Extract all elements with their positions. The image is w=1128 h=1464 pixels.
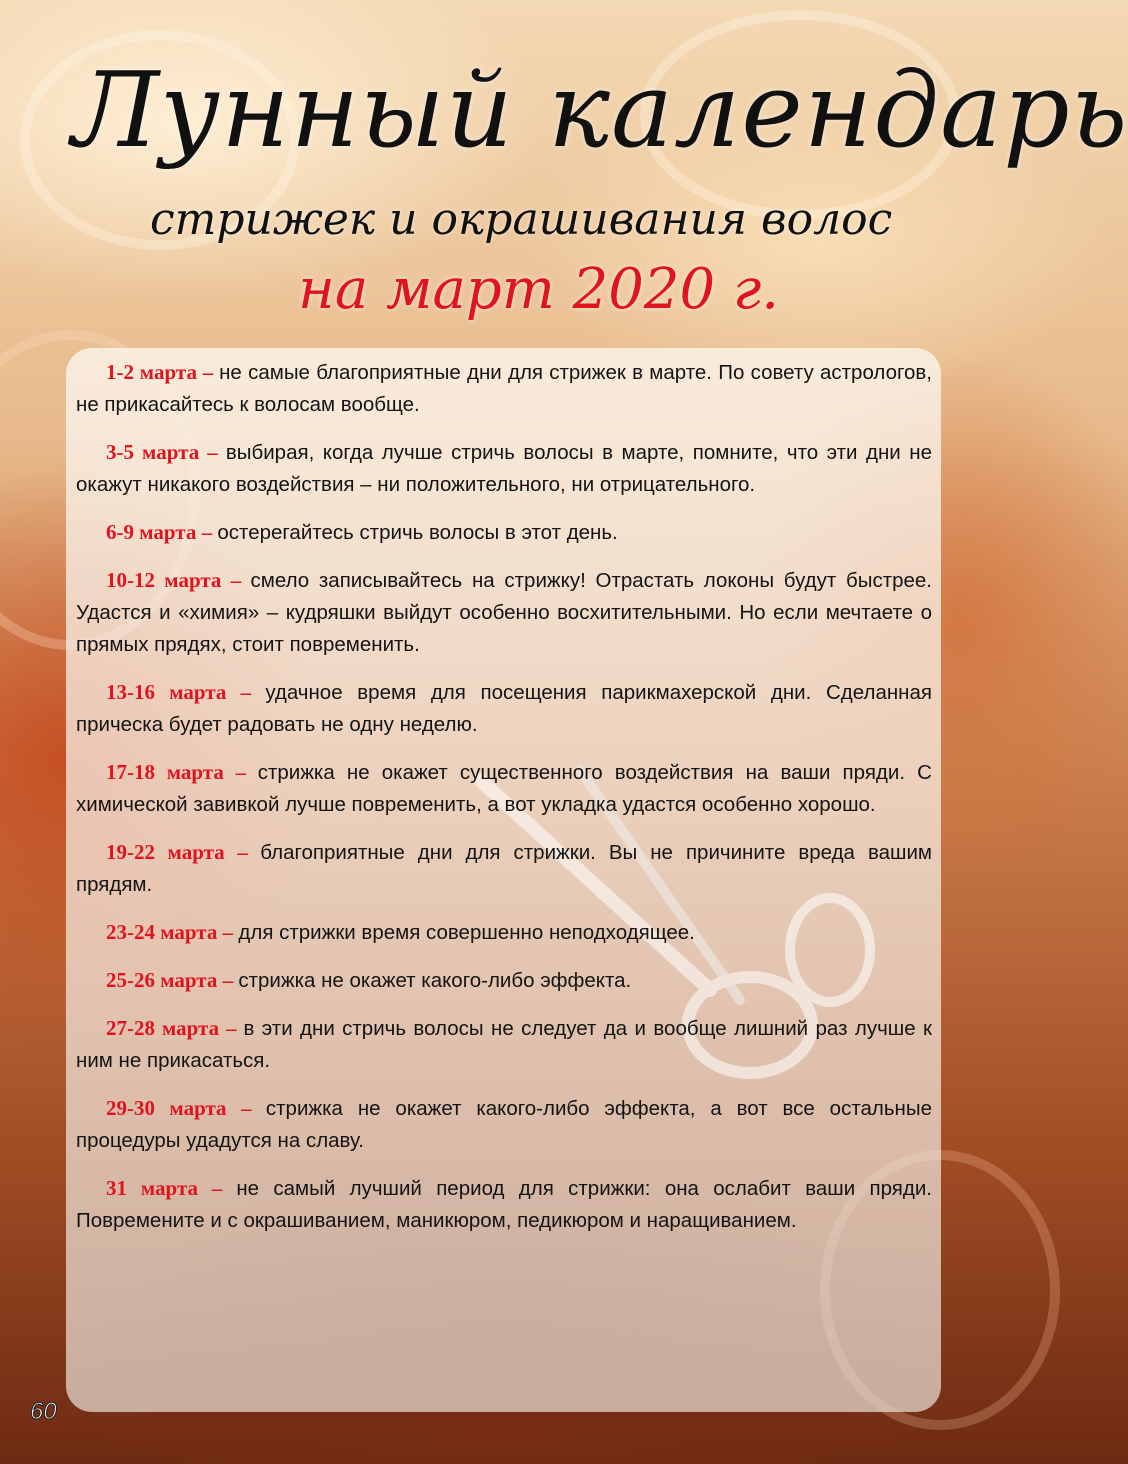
calendar-entry	[76, 356, 932, 421]
entry-dash: –	[224, 840, 261, 864]
entry-text: удачное время для посещения парикмахерской дни. Сделанная прическа будет радовать не одну неделю.	[76, 681, 932, 736]
calendar-entry	[76, 516, 932, 549]
entry-date: 29-30 марта	[106, 1096, 227, 1120]
entry-date: 19-22 марта	[106, 840, 225, 864]
entry-text: выбирая, когда лучше стричь волосы в марте, помните, что эти дни не окажут никакого воздействия – ни положительного, ни отрицательного.	[76, 441, 932, 496]
calendar-entry	[76, 436, 932, 501]
calendar-entries	[76, 356, 932, 1252]
entry-date: 17-18 марта	[106, 760, 224, 784]
entry-date: 23-24 марта	[106, 920, 218, 944]
calendar-entry	[76, 756, 932, 821]
entry-dash: –	[219, 1016, 244, 1040]
entry-dash: –	[196, 520, 218, 544]
entry-text: благоприятные дни для стрижки. Вы не причините вреда вашим прядям.	[76, 841, 933, 896]
calendar-entry	[76, 836, 932, 901]
entry-date: 3-5 марта	[106, 440, 200, 464]
entry-date: 10-12 марта	[106, 568, 222, 592]
entry-date: 31 марта	[106, 1176, 199, 1200]
entry-dash: –	[223, 760, 258, 784]
calendar-entry	[76, 1172, 932, 1237]
entry-date: 25-26 марта	[106, 968, 218, 992]
entry-text: не самый лучший период для стрижки: она ослабит ваши пряди. Повремените и с окрашиванием, маникюром, педикюром и наращиванием.	[76, 1177, 932, 1232]
entry-dash: –	[221, 568, 251, 592]
entry-text: стрижка не окажет какого-либо эффекта, а вот все остальные процедуры удадутся на славу.	[76, 1097, 932, 1152]
entry-dash: –	[199, 440, 226, 464]
calendar-entry	[76, 1012, 932, 1077]
calendar-entry	[76, 916, 932, 949]
entry-dash: –	[217, 920, 239, 944]
page-number: 60	[30, 1398, 57, 1425]
entry-text: стрижка не окажет существенного воздействия на ваши пряди. С химической завивкой лучше повременить, а вот укладка удастся особенно хорошо.	[76, 761, 932, 816]
calendar-entry	[76, 1092, 932, 1157]
entry-text: в эти дни стричь волосы не следует да и вообще лишний раз лучше к ним не прикасаться.	[76, 1017, 932, 1072]
page-subtitle: стрижек и окрашивания волос	[150, 194, 893, 245]
entry-text: для стрижки время совершенно неподходящее.	[238, 921, 695, 944]
entry-date: 6-9 марта	[106, 520, 197, 544]
entry-text: смело записывайтесь на стрижку! Отрастать локоны будут быстрее. Удастся и «химия» – кудряшки выйдут особенно восхитительными. Но если мечтаете о прямых прядях, стоит повременить.	[76, 569, 932, 656]
entry-dash: –	[217, 968, 239, 992]
entry-date: 27-28 марта	[106, 1016, 220, 1040]
period-label: на март 2020 г.	[298, 257, 780, 322]
entry-dash: –	[198, 1176, 237, 1200]
calendar-entry	[76, 676, 932, 741]
entry-dash: –	[226, 680, 266, 704]
entry-text: остерегайтесь стричь волосы в этот день.	[217, 521, 618, 544]
entry-date: 13-16 марта	[106, 680, 227, 704]
entry-text: стрижка не окажет какого-либо эффекта.	[238, 969, 632, 992]
page-title: Лунный календарь	[72, 49, 1128, 171]
calendar-entry	[76, 964, 932, 997]
entry-dash: –	[196, 360, 220, 384]
entry-dash: –	[226, 1096, 266, 1120]
entry-text: не самые благоприятные дни для стрижек в марте. По совету астрологов, не прикасайтесь к волосам вообще.	[76, 361, 933, 416]
entry-date: 1-2 марта	[106, 360, 197, 384]
calendar-entry	[76, 564, 932, 661]
